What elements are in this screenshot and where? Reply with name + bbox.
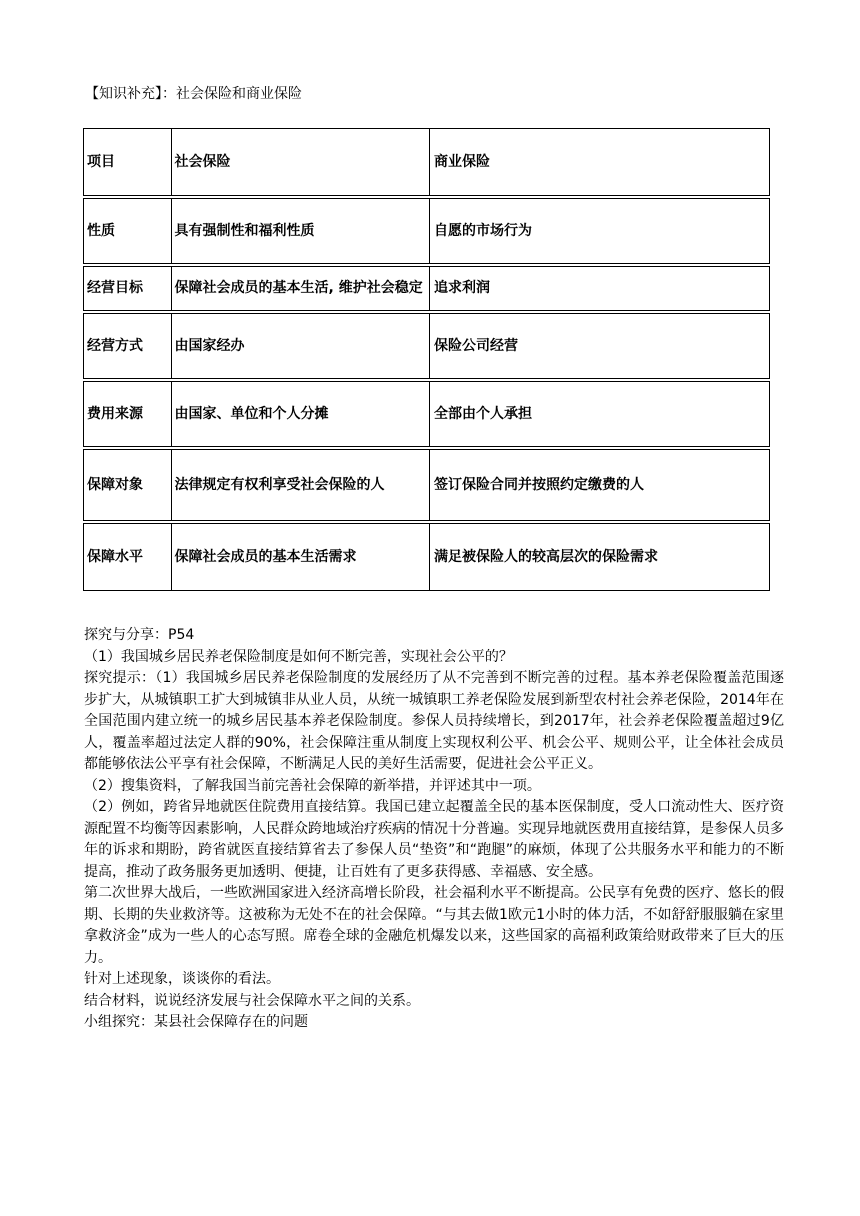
table-cell-social: 保障社会成员的基本生活, 维护社会稳定 [171,266,430,311]
table-cell-commercial: 追求利润 [429,266,770,311]
table-cell-commercial: 全部由个人承担 [429,381,770,447]
table-cell-item: 性质 [83,198,171,264]
table-row [83,449,770,521]
paragraph-question-2: （2）搜集资料，了解我国当前完善社会保障的新举措，并评述其中一项。 [84,777,541,794]
table-cell-social: 由国家、单位和个人分摊 [171,381,430,447]
table-header-cell: 商业保险 [429,128,770,196]
paragraph-question-1: （1）我国城乡居民养老保险制度是如何不断完善，实现社会公平的？ [84,648,513,665]
table-header-cell: 项目 [83,128,171,196]
table-cell-item: 费用来源 [83,381,171,447]
table-cell-commercial: 保险公司经营 [429,313,770,379]
table-row [83,381,770,447]
paragraph-question-4: 结合材料，说说经济发展与社会保障水平之间的关系。 [84,992,420,1009]
insurance-comparison-table [83,126,770,593]
table-cell-social: 保障社会成员的基本生活需求 [171,523,430,591]
table-cell-social: 法律规定有权利享受社会保险的人 [171,449,430,521]
table-cell-item: 保障水平 [83,523,171,591]
table-row [83,198,770,264]
table-cell-commercial: 签订保险合同并按照约定缴费的人 [429,449,770,521]
paragraph-section-heading: 探究与分享：P54 [84,627,195,643]
table-cell-item: 经营目标 [83,266,171,311]
table-cell-item: 保障对象 [83,449,171,521]
paragraph-answer-2: （2）例如，跨省异地就医住院费用直接结算。我国已建立起覆盖全民的基本医保制度，受人口流动性大、医疗资源配置不均衡等因素影响，人民群众跨地域治疗疾病的情况十分普遍。实现异地就医费用直接结算，是参保人员多年的诉求和期盼，跨省就医直接结算省去了参保人员“垫资”和“跑腿”的麻烦，体现了公共服务水平和能力的不断提高，推动了政务服务更加透明、便捷，让百姓有了更多获得感、幸福感、安全感。 [84,799,784,880]
page-title: 【知识补充】：社会保险和商业保险 [85,86,302,102]
table-cell-commercial: 自愿的市场行为 [429,198,770,264]
table-row [83,313,770,379]
table-cell-social: 具有强制性和福利性质 [171,198,430,264]
table-row [83,523,770,591]
body-text [84,625,784,1034]
table-row [83,266,770,311]
table-header-cell: 社会保险 [171,128,430,196]
paragraph-group-inquiry: 小组探究：某县社会保障存在的问题 [84,1014,308,1030]
table-cell-item: 经营方式 [83,313,171,379]
table-cell-commercial: 满足被保险人的较高层次的保险需求 [429,523,770,591]
paragraph-material: 第二次世界大战后，一些欧洲国家进入经济高增长阶段，社会福利水平不断提高。公民享有免费的医疗、悠长的假期、长期的失业救济等。这被称为无处不在的社会保障。“与其去做1欧元1小时的体力活，不如舒舒服服躺在家里拿救济金”成为一些人的心态写照。席卷全球的金融危机爆发以来，这些国家的高福利政策给财政带来了巨大的压力。 [84,885,784,966]
paragraph-answer-1: 探究提示：（1）我国城乡居民养老保险制度的发展经历了从不完善到不断完善的过程。基本养老保险覆盖范围逐步扩大，从城镇职工扩大到城镇非从业人员，从统一城镇职工养老保险发展到新型农村社会养老保险，2014年在全国范围内建立统一的城乡居民基本养老保险制度。参保人员持续增长，到2017年，社会养老保险覆盖超过9亿人，覆盖率超过法定人群的90%，社会保障注重从制度上实现权利公平、机会公平、规则公平，让全体社会成员都能够依法公平享有社会保障，不断满足人民的美好生活需要，促进社会公平正义。 [84,670,784,772]
table-cell-social: 由国家经办 [171,313,430,379]
table-header-row [83,128,770,196]
paragraph-question-3: 针对上述现象，谈谈你的看法。 [84,971,280,987]
